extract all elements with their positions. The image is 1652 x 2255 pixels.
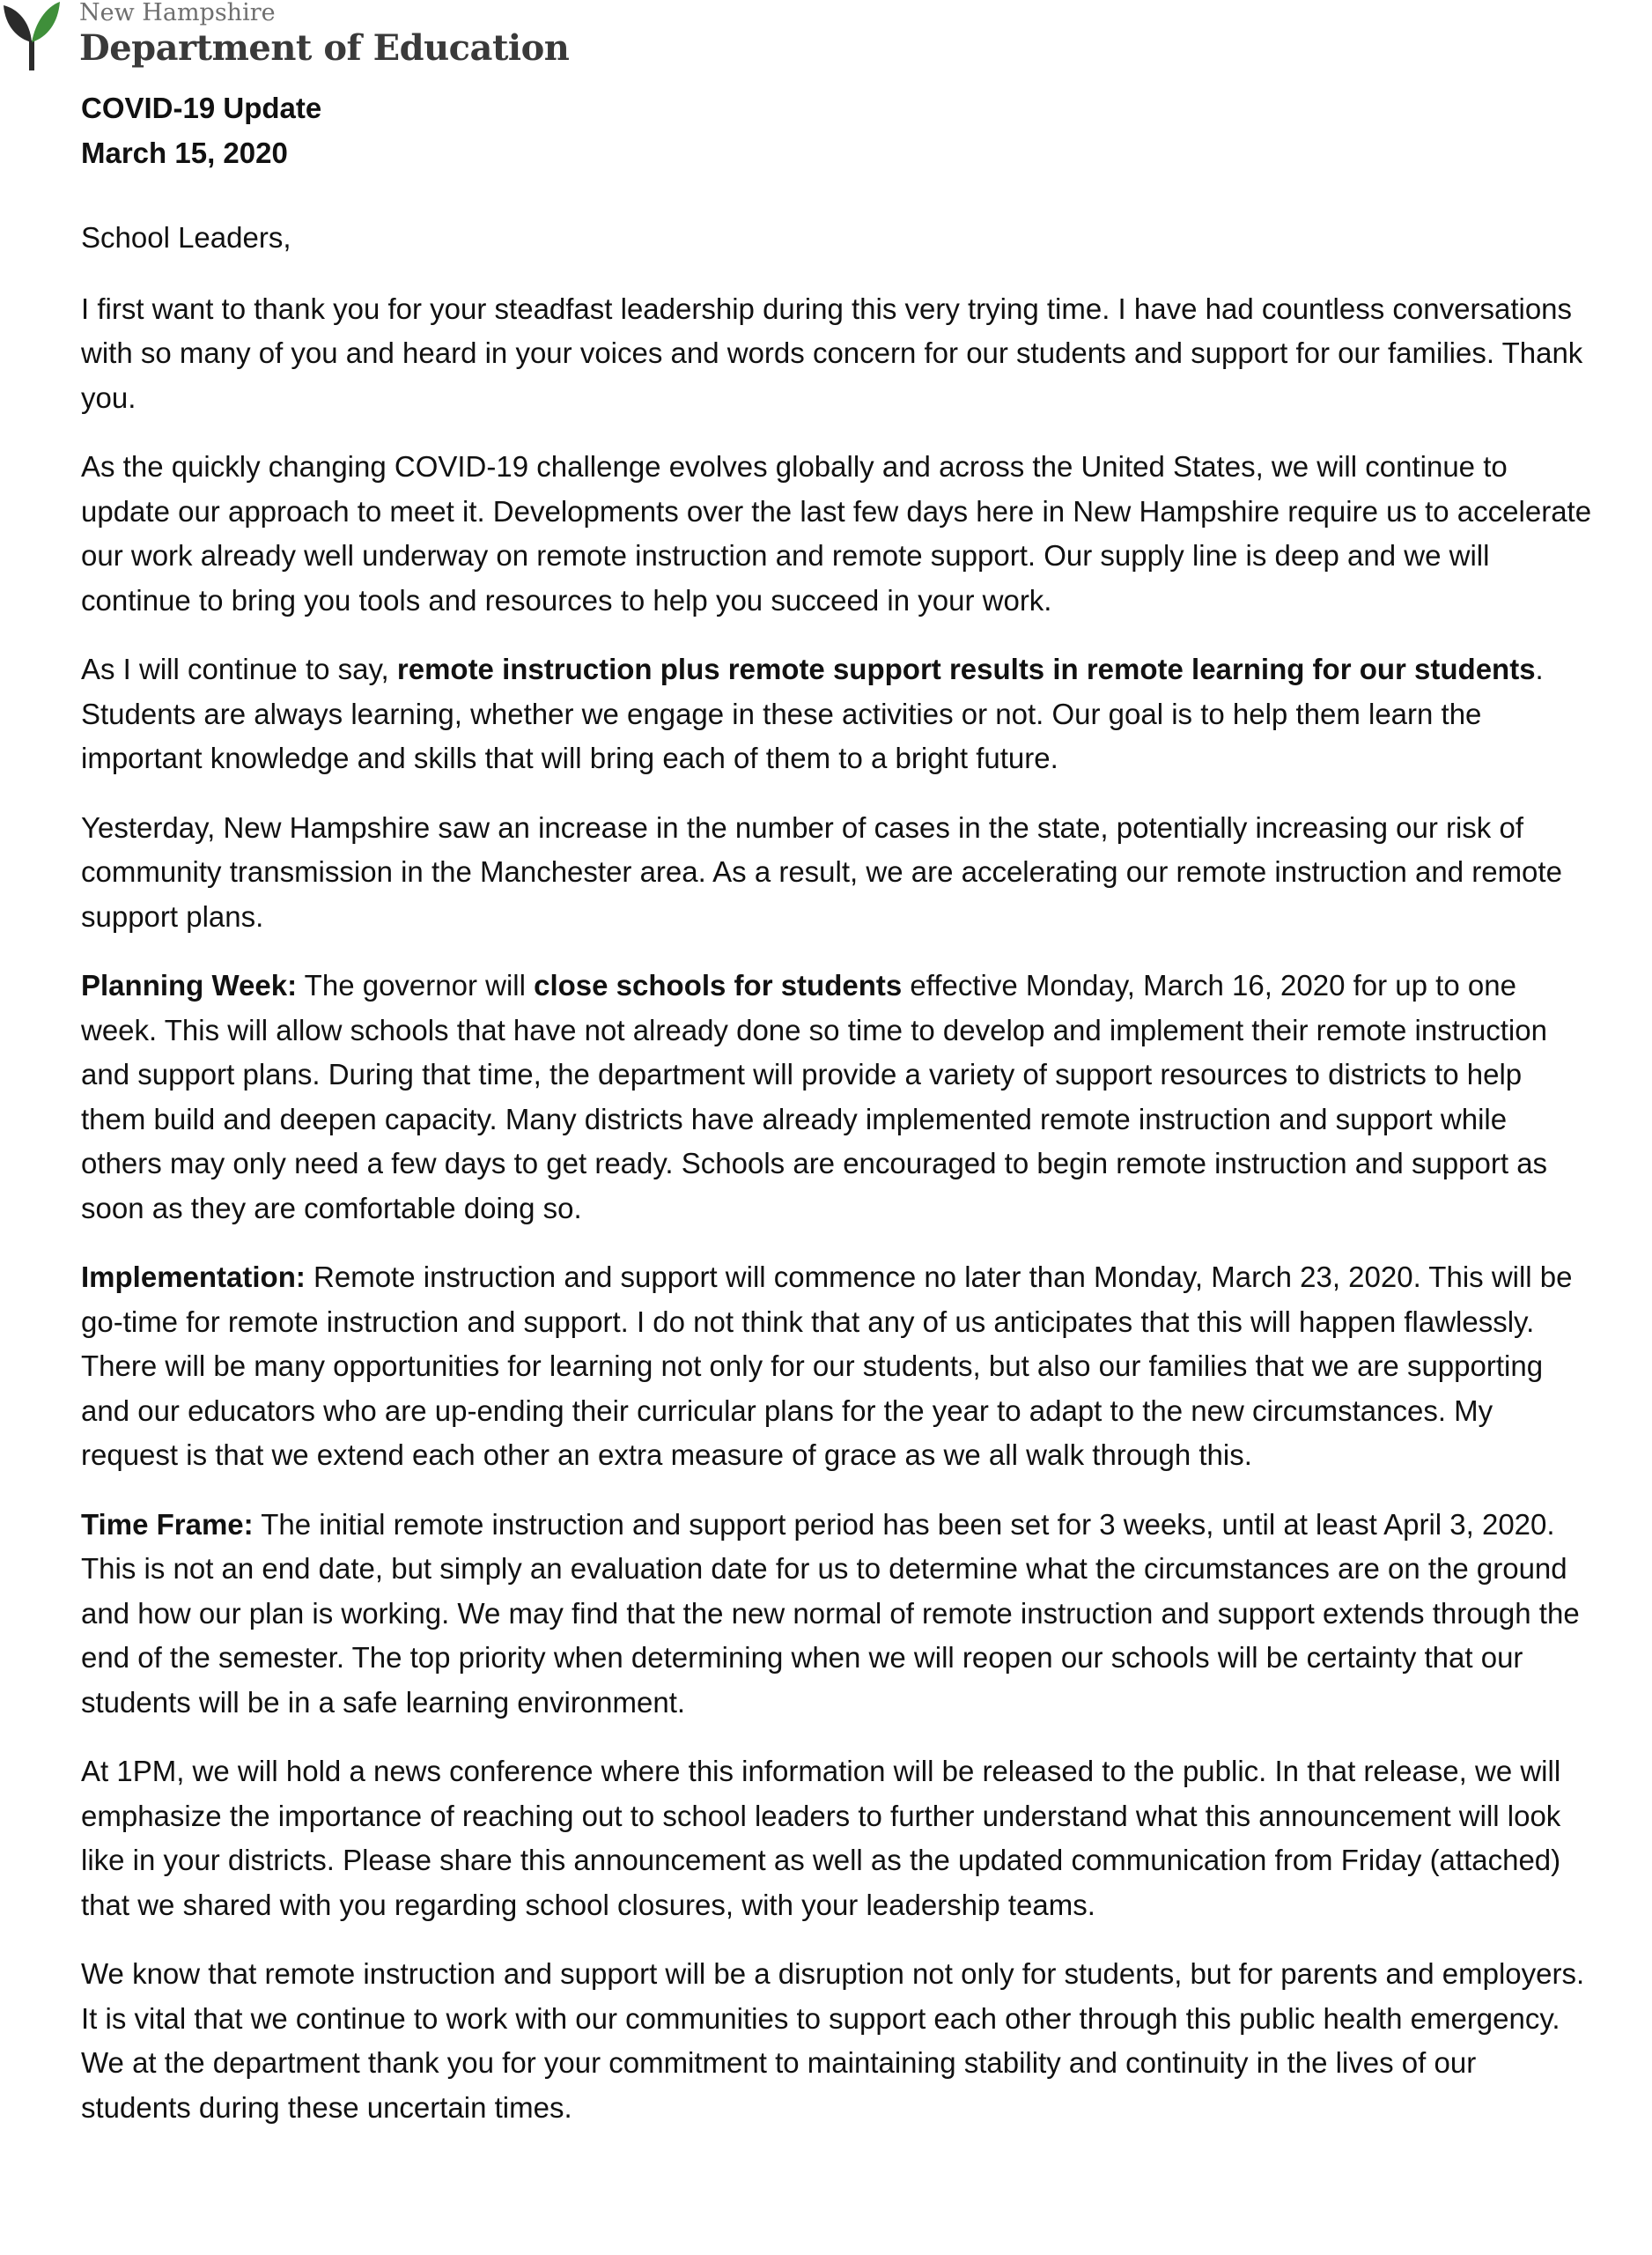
letter-body: [81, 86, 1592, 2155]
subject-title: COVID-19 Update: [81, 92, 322, 124]
paragraph-remote-learning: [81, 647, 1592, 781]
emphasis-text: remote instruction plus remote support results in remote learning for our students: [396, 653, 1536, 685]
letterhead: [0, 0, 793, 79]
paragraph-text: The initial remote instruction and support period has been set for 3 weeks, until at least April 3, 2020. This is not an end date, but simply an evaluation date for us to determine what the circumstances are on the ground and how our plan is working. We may find that the new normal of remote instruction and support extends through the end of the semester. The top priority when determining when we will reopen our schools will be certainty that our students will be in a safe learning environment.: [81, 1507, 1580, 1719]
subject-date: March 15, 2020: [81, 136, 288, 169]
paragraph-planning-week: [81, 964, 1592, 1231]
paragraph-text: . Students are always learning, whether we engage in these activities or not. Our goal is to help them learn the important knowledge and skills that will bring each of them to a bright future.: [81, 653, 1544, 774]
seedling-icon: [0, 0, 63, 72]
paragraph-text: effective Monday, March 16, 2020 for up to one week. This will allow schools that have not already done so time to develop and implement their remote instruction and support plans. During that time, the department will provide a variety of support resources to districts to help them build and deepen capacity. Many districts have already implemented remote instruction and support while others may only need a few days to get ready. Schools are encouraged to begin remote instruction and support as soon as they are comfortable doing so.: [81, 969, 1548, 1224]
paragraph-news-conference: At 1PM, we will hold a news conference where this information will be released to the public. In that release, we will emphasize the importance of reaching out to school leaders to further understand what this announcement will look like in your districts. Please share this announcement as well as the updated communication from Friday (attached) that we shared with you regarding school closures, with your leadership teams.: [81, 1755, 1561, 1921]
section-heading: Time Frame:: [81, 1507, 254, 1541]
paragraph-time-frame: [81, 1503, 1592, 1726]
org-state: New Hampshire: [79, 0, 276, 26]
salutation: School Leaders,: [81, 221, 291, 254]
section-heading: Planning Week:: [81, 969, 298, 1002]
paragraph-text: As I will continue to say,: [81, 653, 397, 685]
paragraph-text: The governor will: [297, 969, 535, 1002]
paragraph-thanks: I first want to thank you for your steadfast leadership during this very trying time. I have had countless conversations with so many of you and heard in your voices and words concern for our students and support for our families. Thank you.: [81, 292, 1583, 414]
paragraph-implementation: [81, 1255, 1592, 1478]
organization-name: [79, 0, 569, 70]
section-heading: Implementation:: [81, 1261, 306, 1293]
emphasis-text: close schools for students: [534, 969, 903, 1002]
paragraph-text: Remote instruction and support will commence no later than Monday, March 23, 2020. This will be go-time for remote instruction and support. I do not think that any of us anticipates that this will happen flawlessly. There will be many opportunities for learning not only for our students, but also our families that we are supporting and our educators who are up-ending their curricular plans for the year to adapt to the new circumstances. My request is that we extend each other an extra measure of grace as we all walk through this.: [81, 1261, 1573, 1471]
paragraph-closing: We know that remote instruction and support will be a disruption not only for students, but for parents and employers. It is vital that we continue to work with our communities to support each other through this public health emergency. We at the department thank you for your commitment to maintaining stability and continuity in the lives of our students during these uncertain times.: [81, 1957, 1585, 2124]
org-department: Department of Education: [79, 27, 570, 69]
paragraph-approach: As the quickly changing COVID-19 challenge evolves globally and across the United States, we will continue to update our approach to meet it. Developments over the last few days here in New Hampshire require us to accelerate our work already well underway on remote instruction and remote support. Our supply line is deep and we will continue to bring you tools and resources to help you succeed in your work.: [81, 450, 1592, 617]
paragraph-cases: Yesterday, New Hampshire saw an increase in the number of cases in the state, potentially increasing our risk of community transmission in the Manchester area. As a result, we are accelerating our remote instruction and remote support plans.: [81, 810, 1562, 933]
